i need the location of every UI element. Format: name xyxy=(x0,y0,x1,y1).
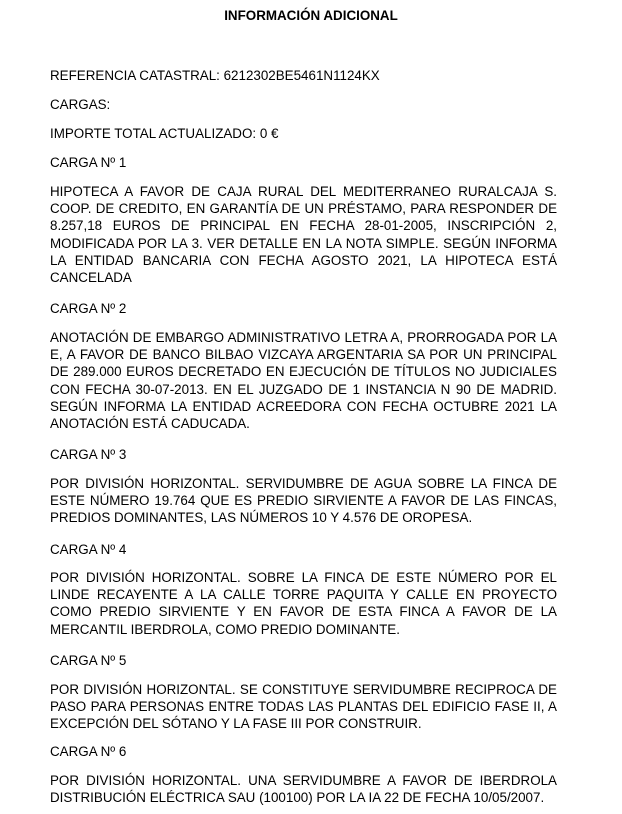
carga-text: POR DIVISIÓN HORIZONTAL. SOBRE LA FINCA DE ESTE NÚMERO POR EL LINDE RECAYENTE A LA CALLE TORRE PAQUITA Y CALLE EN PROYECTO COMO PREDIO SIRVIENTE Y EN FAVOR DE ESTA FINCA A FAVOR DE LA MERCANTIL IBERDROLA, COMO PREDIO DOMINANTE. xyxy=(50,570,557,637)
carga-heading: CARGA Nº 6 xyxy=(50,744,127,759)
carga-heading: CARGA Nº 2 xyxy=(50,301,127,316)
document-title: INFORMACIÓN ADICIONAL xyxy=(224,8,398,23)
carga-text: HIPOTECA A FAVOR DE CAJA RURAL DEL MEDITERRANEO RURALCAJA S. COOP. DE CREDITO, EN GARANTÍA DE UN PRÉSTAMO, PARA RESPONDER DE 8.257,18 EUROS DE PRINCIPAL EN FECHA 28-01-2005, INSCRIPCIÓN 2, MODIFICADA POR LA 3. VER DETALLE EN LA NOTA SIMPLE. SEGÚN INFORMA LA ENTIDAD BANCARIA CON FECHA AGOSTO 2021, LA HIPOTECA ESTÁ CANCELADA xyxy=(50,184,557,286)
carga-text: POR DIVISIÓN HORIZONTAL. SERVIDUMBRE DE AGUA SOBRE LA FINCA DE ESTE NÚMERO 19.764 QUE ES PREDIO SIRVIENTE A FAVOR DE LAS FINCAS, PREDIOS DOMINANTES, LAS NÚMEROS 10 Y 4.576 DE OROPESA. xyxy=(50,476,557,526)
carga-heading: CARGA Nº 3 xyxy=(50,447,127,462)
carga-text: POR DIVISIÓN HORIZONTAL. UNA SERVIDUMBRE A FAVOR DE IBERDROLA DISTRIBUCIÓN ELÉCTRICA SAU (100100) POR LA IA 22 DE FECHA 10/05/2007. xyxy=(50,773,557,806)
carga-heading: CARGA Nº 1 xyxy=(50,155,127,170)
carga-text: ANOTACIÓN DE EMBARGO ADMINISTRATIVO LETRA A, PRORROGADA POR LA E, A FAVOR DE BANCO BILBAO VIZCAYA ARGENTARIA SA POR UN PRINCIPAL DE 289.000 EUROS DECRETADO EN EJECUCIÓN DE TÍTULOS NO JUDICIALES CON FECHA 30-07-2013. EN EL JUZGADO DE 1 INSTANCIA N 90 DE MADRID. SEGÚN INFORMA LA ENTIDAD ACREEDORA CON FECHA OCTUBRE 2021 LA ANOTACIÓN ESTÁ CADUCADA. xyxy=(50,330,557,432)
importe-total: IMPORTE TOTAL ACTUALIZADO: 0 € xyxy=(50,126,279,141)
referencia-catastral: REFERENCIA CATASTRAL: 6212302BE5461N1124KX xyxy=(50,68,380,83)
carga-heading: CARGA Nº 4 xyxy=(50,542,127,557)
cargas-label: CARGAS: xyxy=(50,97,111,112)
carga-text: POR DIVISIÓN HORIZONTAL. SE CONSTITUYE SERVIDUMBRE RECIPROCA DE PASO PARA PERSONAS ENTRE TODAS LAS PLANTAS DEL EDIFICIO FASE II, A EXCEPCIÓN DEL SÓTANO Y LA FASE III POR CONSTRUIR. xyxy=(50,682,557,732)
carga-heading: CARGA Nº 5 xyxy=(50,653,127,668)
